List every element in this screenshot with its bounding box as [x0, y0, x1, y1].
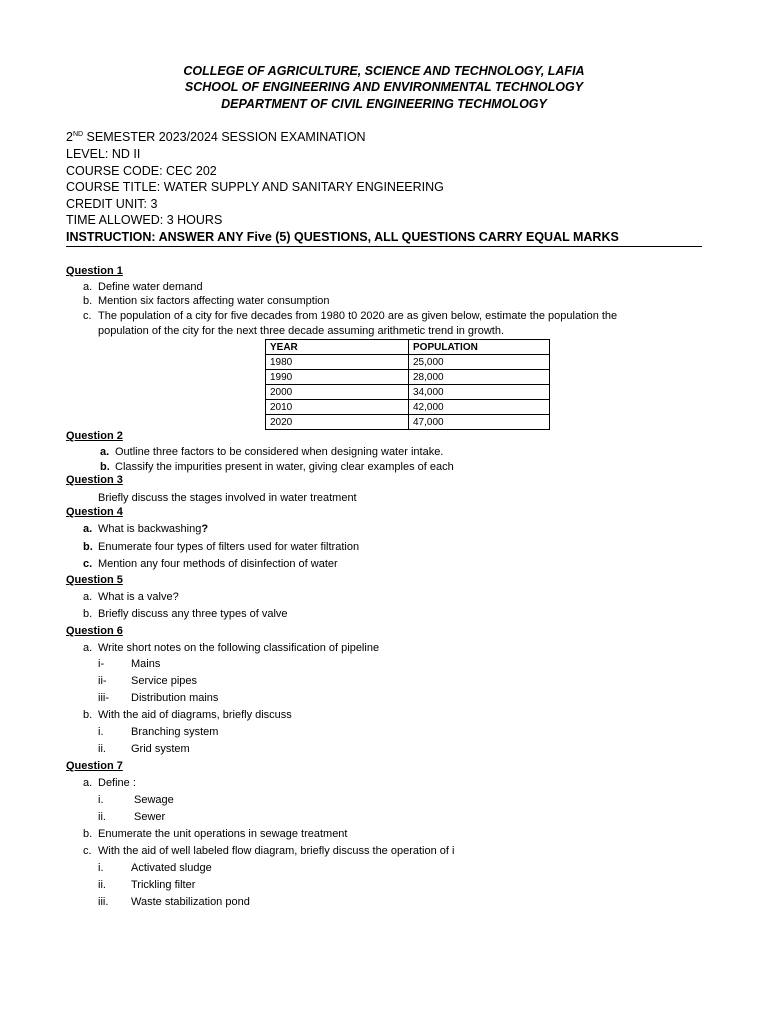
q7-item-a: Define :	[98, 777, 136, 789]
q6-item-a-i: Mains	[131, 658, 161, 670]
q5-marker-b: b.	[83, 608, 93, 620]
q4-item-a	[98, 522, 208, 536]
q7-item-c-ii: Trickling filter	[131, 879, 196, 891]
q7-item-a-ii: Sewer	[134, 811, 166, 823]
q6-marker-a-iii: iii-	[98, 692, 109, 704]
table-cell-population: 42,000	[409, 400, 550, 415]
q7-item-c: With the aid of well labeled flow diagram, briefly discuss the operation of i	[98, 845, 455, 857]
q5-item-a: What is a valve?	[98, 591, 179, 603]
q7-marker-c-iii: iii.	[98, 896, 109, 908]
q6-item-b: With the aid of diagrams, briefly discuss	[98, 709, 292, 721]
course-title-line: COURSE TITLE: WATER SUPPLY AND SANITARY ENGINEERING	[66, 180, 444, 194]
question-2-heading: Question 2	[66, 430, 123, 442]
q4-item-c: Mention any four methods of disinfection of water	[98, 558, 338, 570]
q2-marker-b: b.	[100, 461, 110, 473]
question-4-heading: Question 4	[66, 506, 123, 518]
q7-marker-b: b.	[83, 828, 93, 840]
q1-marker-a: a.	[83, 281, 93, 293]
table-row	[266, 370, 550, 385]
q4-item-a-question-mark: ?	[201, 523, 209, 535]
table-row	[266, 355, 550, 370]
q1-marker-c: c.	[83, 310, 92, 322]
q7-marker-c: c.	[83, 845, 92, 857]
table-header-population: POPULATION	[409, 340, 550, 355]
table-cell-year: 2020	[266, 415, 409, 430]
semester-line	[66, 129, 366, 145]
q1-item-c-line1: The population of a city for five decades from 1980 t0 2020 are as given below, estimate the population the	[98, 310, 618, 322]
table-cell-year: 2010	[266, 400, 409, 415]
table-row	[266, 400, 550, 415]
table-cell-population: 25,000	[409, 355, 550, 370]
school-name: SCHOOL OF ENGINEERING AND ENVIRONMENTAL TECHNOLOGY	[184, 80, 584, 94]
q2-marker-a: a.	[100, 446, 110, 458]
q2-item-a: Outline three factors to be considered when designing water intake.	[115, 446, 444, 458]
header-divider	[66, 246, 702, 247]
table-cell-population: 47,000	[409, 415, 550, 430]
q2-item-b: Classify the impurities present in water, giving clear examples of each	[115, 461, 454, 473]
college-name: COLLEGE OF AGRICULTURE, SCIENCE AND TECHNOLOGY, LAFIA	[183, 64, 585, 78]
table-cell-year: 1990	[266, 370, 409, 385]
table-row	[266, 415, 550, 430]
q1-item-a: Define water demand	[98, 281, 203, 293]
table-cell-year: 2000	[266, 385, 409, 400]
table-cell-year: 1980	[266, 355, 409, 370]
department-name: DEPARTMENT OF CIVIL ENGINEERING TECHMOLOGY	[221, 97, 547, 111]
q7-marker-c-i: i.	[98, 862, 104, 874]
population-table	[265, 339, 550, 430]
q4-marker-b: b.	[83, 541, 93, 553]
q7-marker-a-i: i.	[98, 794, 104, 806]
q1-item-b: Mention six factors affecting water consumption	[98, 295, 330, 307]
q6-marker-a-ii: ii-	[98, 675, 107, 687]
question-6-heading: Question 6	[66, 625, 123, 637]
q3-text: Briefly discuss the stages involved in water treatment	[98, 492, 357, 504]
semester-text: SEMESTER 2023/2024 SESSION EXAMINATION	[83, 130, 366, 144]
question-7-heading: Question 7	[66, 760, 123, 772]
credit-unit-line: CREDIT UNIT: 3	[66, 197, 158, 211]
table-cell-population: 28,000	[409, 370, 550, 385]
q7-item-c-iii: Waste stabilization pond	[131, 896, 250, 908]
q5-item-b: Briefly discuss any three types of valve	[98, 608, 288, 620]
q7-marker-c-ii: ii.	[98, 879, 106, 891]
level-line: LEVEL: ND II	[66, 147, 141, 161]
q6-item-a-ii: Service pipes	[131, 675, 198, 687]
q7-item-b: Enumerate the unit operations in sewage treatment	[98, 828, 348, 840]
table-header-year: YEAR	[266, 340, 409, 355]
q1-marker-b: b.	[83, 295, 93, 307]
q7-item-a-i: Sewage	[134, 794, 174, 806]
q6-item-b-ii: Grid system	[131, 743, 190, 755]
q6-marker-a-i: i-	[98, 658, 105, 670]
question-3-heading: Question 3	[66, 474, 123, 486]
q7-marker-a: a.	[83, 777, 93, 789]
q1-item-c-line2: population of the city for the next three decade assuming arithmetic trend in growth.	[98, 325, 505, 337]
table-header-row	[266, 340, 550, 355]
question-1-heading: Question 1	[66, 265, 123, 277]
q7-item-c-i: Activated sludge	[131, 862, 212, 874]
q4-item-a-text: What is backwashing	[98, 523, 202, 535]
table-cell-population: 34,000	[409, 385, 550, 400]
q6-marker-b: b.	[83, 709, 93, 721]
semester-number: 2	[66, 130, 73, 144]
q4-marker-a: a.	[83, 523, 93, 535]
semester-superscript: ND	[72, 131, 84, 138]
question-5-heading: Question 5	[66, 574, 123, 586]
q6-marker-a: a.	[83, 642, 93, 654]
q6-marker-b-ii: ii.	[98, 743, 106, 755]
q6-item-a-iii: Distribution mains	[131, 692, 219, 704]
q6-item-a: Write short notes on the following classification of pipeline	[98, 642, 380, 654]
q6-item-b-i: Branching system	[131, 726, 219, 738]
q4-item-b: Enumerate four types of filters used for water filtration	[98, 541, 360, 553]
q7-marker-a-ii: ii.	[98, 811, 106, 823]
q4-marker-c: c.	[83, 558, 93, 570]
q6-marker-b-i: i.	[98, 726, 104, 738]
instruction-line: INSTRUCTION: ANSWER ANY Five (5) QUESTIONS, ALL QUESTIONS CARRY EQUAL MARKS	[66, 230, 619, 244]
course-code-line: COURSE CODE: CEC 202	[66, 164, 217, 178]
table-row	[266, 385, 550, 400]
time-allowed-line: TIME ALLOWED: 3 HOURS	[66, 213, 223, 227]
q5-marker-a: a.	[83, 591, 93, 603]
